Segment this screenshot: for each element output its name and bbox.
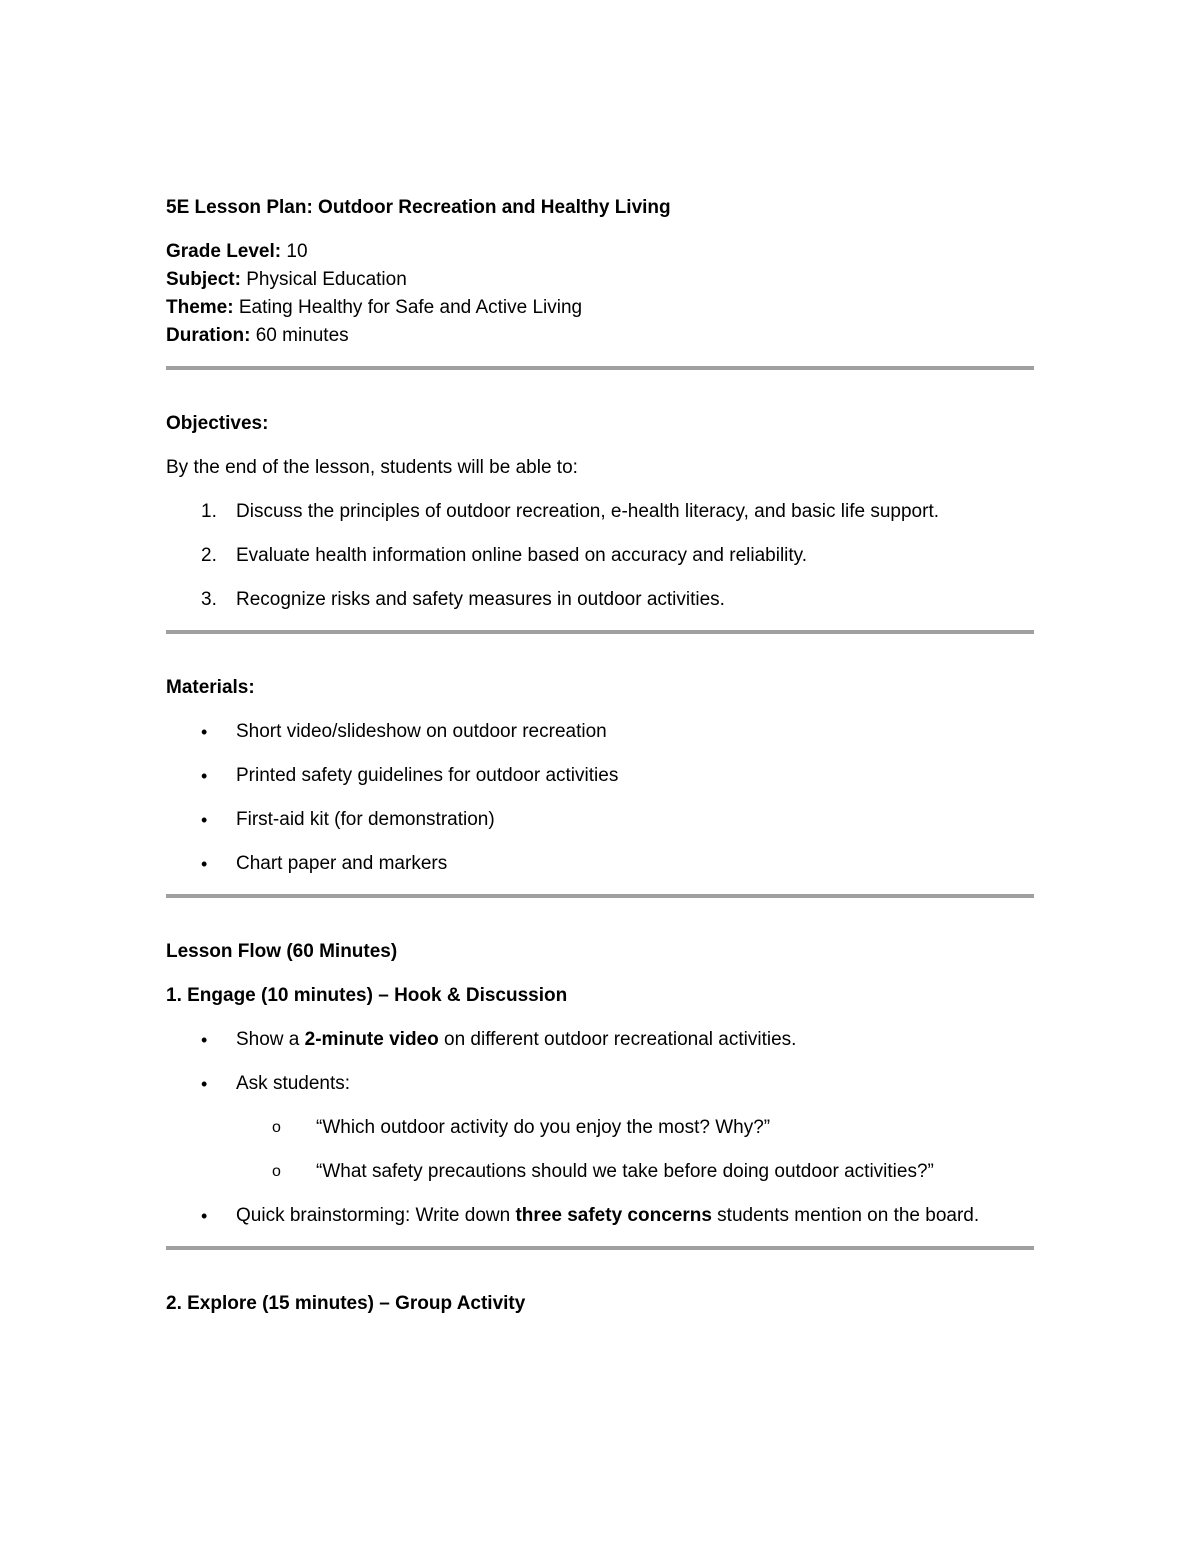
meta-label: Subject: (166, 269, 241, 290)
list-item (166, 498, 1034, 526)
objectives-heading: Objectives: (166, 413, 269, 434)
lesson-flow-section (166, 938, 1034, 1230)
list-number: 1. (201, 501, 217, 522)
text-emphasis: 2-minute video (304, 1029, 439, 1050)
list-text: “Which outdoor activity do you enjoy the most? Why?” (316, 1117, 771, 1138)
list-item (236, 1114, 1034, 1142)
text-emphasis: three safety concerns (515, 1205, 712, 1226)
section-divider (166, 1246, 1034, 1250)
meta-label: Theme: (166, 297, 234, 318)
bullet-icon: • (201, 1030, 208, 1050)
objectives-list (166, 498, 1034, 614)
list-text: First-aid kit (for demonstration) (236, 809, 495, 830)
lesson-flow-heading: Lesson Flow (60 Minutes) (166, 941, 398, 962)
document-content (166, 194, 1034, 1334)
meta-duration (166, 322, 1034, 350)
materials-list (166, 718, 1034, 878)
meta-label: Grade Level: (166, 241, 282, 262)
list-item (166, 718, 1034, 746)
question-list (166, 1114, 1034, 1186)
objectives-intro: By the end of the lesson, students will be able to: (166, 457, 578, 478)
bullet-icon: • (201, 1074, 208, 1094)
bullet-icon: • (201, 766, 208, 786)
section-divider (166, 894, 1034, 898)
list-text: Evaluate health information online based on accuracy and reliability. (236, 545, 808, 566)
list-item (236, 1158, 1034, 1186)
list-text: Short video/slideshow on outdoor recreation (236, 721, 607, 742)
meta-value: Physical Education (240, 269, 407, 290)
section-divider (166, 630, 1034, 634)
materials-section (166, 674, 1034, 878)
objectives-section (166, 410, 1034, 614)
list-text: “What safety precautions should we take before doing outdoor activities?” (316, 1161, 934, 1182)
meta-grade-level (166, 238, 1034, 266)
list-text: Recognize risks and safety measures in outdoor activities. (236, 589, 725, 610)
bullet-icon: • (201, 854, 208, 874)
bullet-icon: • (201, 810, 208, 830)
meta-value: 10 (281, 241, 308, 262)
list-item (166, 1026, 1034, 1054)
explore-section (166, 1290, 1034, 1318)
text-run: Show a (236, 1029, 305, 1050)
list-text: Discuss the principles of outdoor recreation, e-health literacy, and basic life support. (236, 501, 940, 522)
text-run: students mention on the board. (711, 1205, 980, 1226)
bullet-icon: • (201, 722, 208, 742)
list-item (166, 1070, 1034, 1186)
sub-bullet-icon: o (272, 1163, 281, 1180)
meta-theme (166, 294, 1034, 322)
explore-heading: 2. Explore (15 minutes) – Group Activity (166, 1293, 526, 1314)
meta-subject (166, 266, 1034, 294)
meta-value: Eating Healthy for Safe and Active Living (233, 297, 583, 318)
meta-label: Duration: (166, 325, 251, 346)
list-item (166, 542, 1034, 570)
bullet-icon: • (201, 1206, 208, 1226)
engage-heading: 1. Engage (10 minutes) – Hook & Discussion (166, 985, 568, 1006)
materials-heading: Materials: (166, 677, 255, 698)
section-divider (166, 366, 1034, 370)
list-text: Chart paper and markers (236, 853, 448, 874)
list-item (166, 762, 1034, 790)
list-item (166, 586, 1034, 614)
list-number: 3. (201, 589, 217, 610)
list-text: Printed safety guidelines for outdoor activities (236, 765, 619, 786)
list-text: Ask students: (236, 1073, 351, 1094)
text-run: on different outdoor recreational activities. (438, 1029, 797, 1050)
lesson-title: 5E Lesson Plan: Outdoor Recreation and Healthy Living (166, 197, 671, 218)
meta-value: 60 minutes (250, 325, 349, 346)
list-number: 2. (201, 545, 217, 566)
list-item (166, 850, 1034, 878)
engage-list (166, 1026, 1034, 1230)
list-item (166, 806, 1034, 834)
sub-bullet-icon: o (272, 1119, 281, 1136)
text-run: Quick brainstorming: Write down (236, 1205, 516, 1226)
list-item (166, 1202, 1034, 1230)
lesson-meta (166, 238, 1034, 350)
